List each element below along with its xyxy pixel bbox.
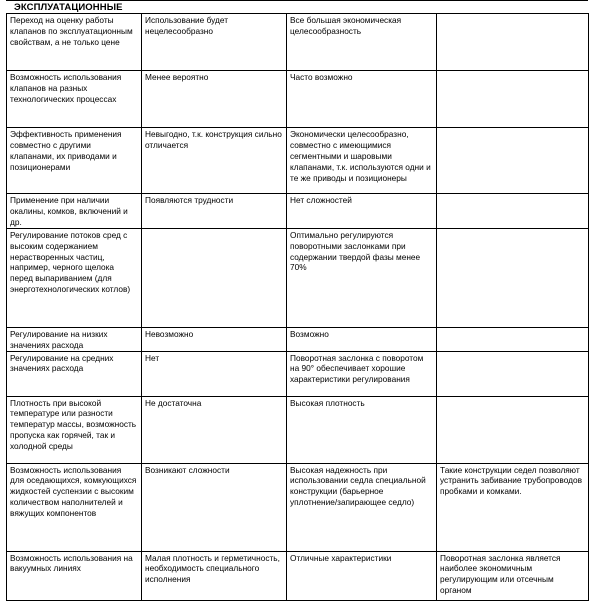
note-cell: Такие конструкции седел позволяют устранить забивание трубопроводов пробками и комками. <box>437 463 589 551</box>
table-row <box>7 228 589 327</box>
butterfly-valve-cell: Отличные характеристики <box>287 551 437 600</box>
note-cell <box>437 228 589 327</box>
butterfly-valve-cell: Оптимально регулируются поворотными заслонками при содержании твердой фазы менее 70% <box>287 228 437 327</box>
butterfly-valve-cell: Часто возможно <box>287 71 437 128</box>
alternative-cell: Возникают сложности <box>142 463 287 551</box>
alternative-cell <box>142 228 287 327</box>
table-row <box>7 351 589 396</box>
criterion-cell: Возможность использования для оседающихся, комкующихся жидкостей суспензии с высоким количеством наполнителей и вяжущих компонентов <box>7 463 142 551</box>
alternative-cell: Малая плотность и герметичность, необходимость специального исполнения <box>142 551 287 600</box>
butterfly-valve-cell: Возможно <box>287 327 437 351</box>
criterion-cell: Переход на оценку работы клапанов по эксплуатационным свойствам, а не только цене <box>7 14 142 71</box>
section-title: ЭКСПЛУАТАЦИОННЫЕ <box>14 2 123 13</box>
note-cell <box>437 128 589 194</box>
table-row <box>7 128 589 194</box>
butterfly-valve-cell: Высокая плотность <box>287 396 437 463</box>
note-cell <box>437 194 589 229</box>
table-row <box>7 14 589 71</box>
note-cell <box>437 351 589 396</box>
butterfly-valve-cell: Высокая надежность при использовании седла специальной конструкции (барьерное уплотнение/запирающее седло) <box>287 463 437 551</box>
note-cell <box>437 396 589 463</box>
butterfly-valve-cell: Экономически целесообразно, совместно с имеющимися сегментными и шаровыми клапанами, т.к. используются одни и те же приводы и позиционеры <box>287 128 437 194</box>
alternative-cell: Не достаточна <box>142 396 287 463</box>
note-cell <box>437 327 589 351</box>
table-row <box>7 327 589 351</box>
table-row <box>7 463 589 551</box>
criterion-cell: Регулирование потоков сред с высоким содержанием нерастворенных частиц, например, черного щелока перед выпариванием (для энерготехнологических котлов) <box>7 228 142 327</box>
table-row <box>7 71 589 128</box>
note-cell <box>437 71 589 128</box>
butterfly-valve-cell: Поворотная заслонка с поворотом на 90° обеспечивает хорошие характеристики регулирования <box>287 351 437 396</box>
butterfly-valve-cell: Все большая экономическая целесообразность <box>287 14 437 71</box>
alternative-cell: Менее вероятно <box>142 71 287 128</box>
criterion-cell: Возможность использования клапанов на разных технологических процессах <box>7 71 142 128</box>
table-row <box>7 396 589 463</box>
alternative-cell: Использование будет нецелесообразно <box>142 14 287 71</box>
table-row <box>7 551 589 600</box>
note-cell: Поворотная заслонка является наиболее экономичным регулирующим или отсечным органом <box>437 551 589 600</box>
comparison-table <box>6 13 589 601</box>
butterfly-valve-cell: Нет сложностей <box>287 194 437 229</box>
criterion-cell: Плотность при высокой температуре или разности температур массы, возможность пропуска как горячей, так и холодной среды <box>7 396 142 463</box>
alternative-cell: Появляются трудности <box>142 194 287 229</box>
alternative-cell: Невозможно <box>142 327 287 351</box>
criterion-cell: Эффективность применения совместно с другими клапанами, их приводами и позиционерами <box>7 128 142 194</box>
alternative-cell: Невыгодно, т.к. конструкция сильно отличается <box>142 128 287 194</box>
criterion-cell: Применение при наличии окалины, комков, включений и др. <box>7 194 142 229</box>
alternative-cell: Нет <box>142 351 287 396</box>
criterion-cell: Регулирование на низких значениях расхода <box>7 327 142 351</box>
table-row <box>7 194 589 229</box>
note-cell <box>437 14 589 71</box>
criterion-cell: Возможность использования на вакуумных линиях <box>7 551 142 600</box>
criterion-cell: Регулирование на средних значениях расхода <box>7 351 142 396</box>
